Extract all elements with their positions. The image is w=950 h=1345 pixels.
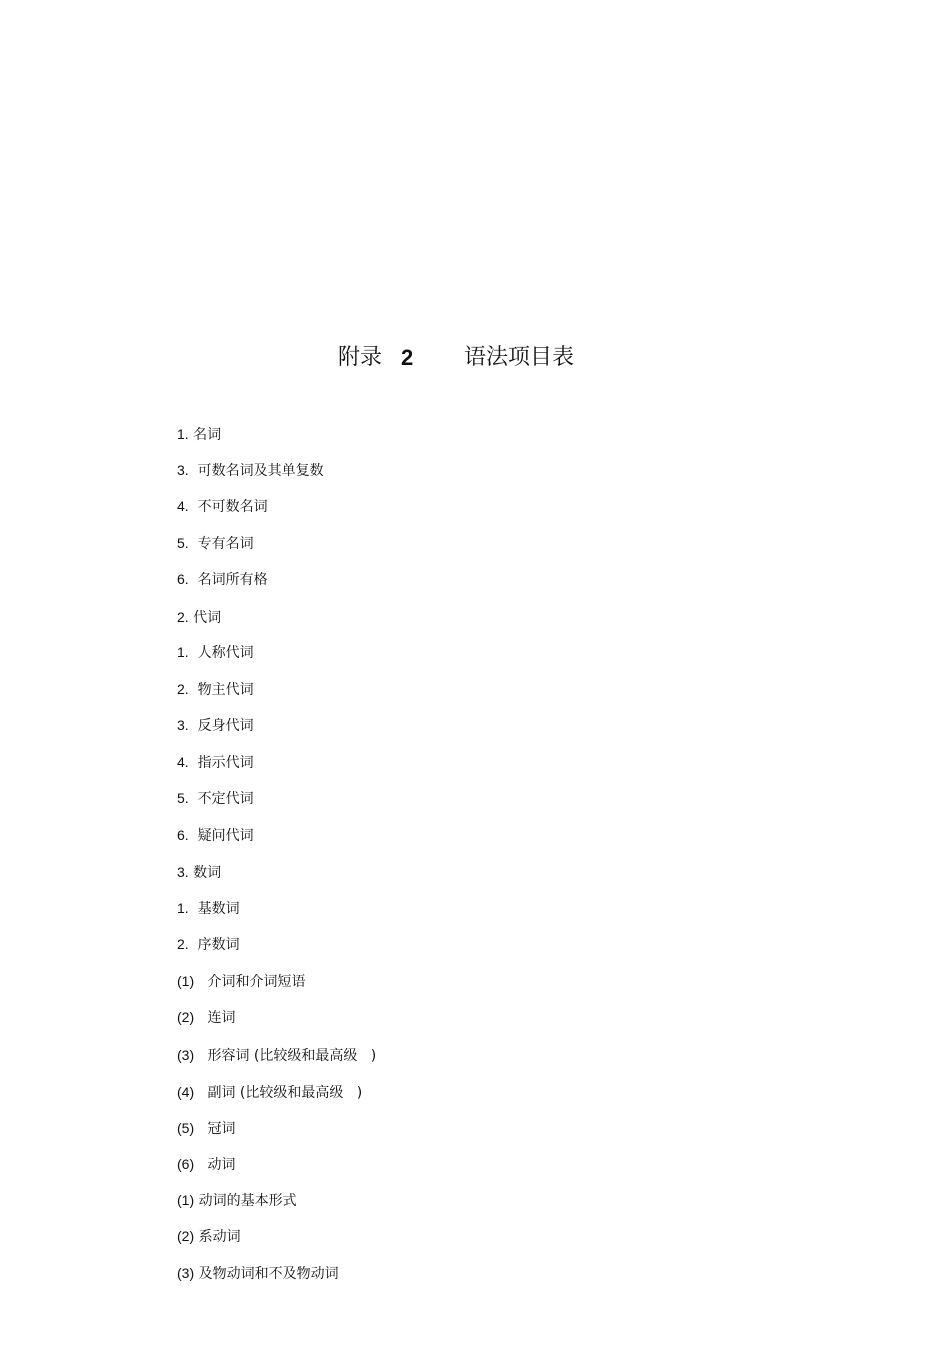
item-text: 动词: [207, 1157, 236, 1173]
list-item: [177, 899, 240, 918]
item-text: 名词: [193, 427, 222, 443]
item-number: (6): [177, 1156, 195, 1172]
item-number: 2.: [177, 681, 189, 697]
item-number: 1.: [177, 900, 189, 916]
item-number: (3): [177, 1265, 195, 1281]
item-number: 2.: [177, 609, 189, 625]
item-text: 不定代词: [197, 791, 254, 807]
title-main: 语法项目表: [464, 345, 575, 370]
list-item: [177, 1264, 339, 1283]
item-text: 及物动词和不及物动词: [198, 1266, 339, 1282]
list-item: [177, 863, 221, 882]
page-title: [0, 342, 950, 374]
item-number: 6.: [177, 571, 189, 587]
item-number: (2): [177, 1228, 195, 1244]
list-item: [177, 972, 305, 991]
item-text: 代词: [193, 610, 222, 626]
item-number: (2): [177, 1009, 195, 1025]
item-number: 3.: [177, 717, 189, 733]
item-text: 人称代词: [197, 645, 254, 661]
list-item: [177, 789, 254, 808]
item-number: (3): [177, 1047, 195, 1063]
item-number: 4.: [177, 498, 189, 514]
list-item: [177, 680, 254, 699]
item-number: (4): [177, 1084, 195, 1100]
list-item: [177, 1191, 297, 1210]
list-item: [177, 1227, 241, 1246]
list-item: [177, 1083, 362, 1102]
item-number: 6.: [177, 827, 189, 843]
list-item: [177, 497, 268, 516]
item-text: 专有名词: [197, 536, 254, 552]
item-text: 物主代词: [197, 682, 254, 698]
item-number: 4.: [177, 754, 189, 770]
item-text: 连词: [207, 1010, 236, 1026]
list-item: [177, 935, 240, 954]
item-text: 疑问代词: [197, 828, 254, 844]
item-number: 1.: [177, 426, 189, 442]
list-item: [177, 716, 254, 735]
item-text: 序数词: [197, 937, 240, 953]
list-item: [177, 1008, 235, 1027]
item-number: (5): [177, 1120, 195, 1136]
item-number: 5.: [177, 535, 189, 551]
item-text: 介词和介词短语: [207, 974, 306, 990]
item-text: 指示代词: [197, 755, 254, 771]
list-item: [177, 1119, 235, 1138]
item-text: 不可数名词: [197, 499, 268, 515]
list-item: [177, 643, 254, 662]
item-text: 名词所有格: [197, 572, 268, 588]
list-item: [177, 425, 221, 444]
item-number: 1.: [177, 644, 189, 660]
list-item: [177, 1155, 235, 1174]
item-text: 可数名词及其单复数: [197, 463, 324, 479]
list-item: [177, 1046, 376, 1065]
item-number: 3.: [177, 462, 189, 478]
item-text: 基数词: [197, 901, 240, 917]
item-text: 形容词 (比较级和最高级 ): [207, 1048, 377, 1064]
item-number: 2.: [177, 936, 189, 952]
item-number: 3.: [177, 864, 189, 880]
list-item: [177, 570, 268, 589]
item-number: (1): [177, 973, 195, 989]
item-text: 数词: [193, 865, 222, 881]
list-item: [177, 753, 254, 772]
list-item: [177, 461, 324, 480]
title-prefix: 附录: [338, 345, 383, 370]
list-item: [177, 826, 254, 845]
list-item: [177, 534, 254, 553]
item-number: (1): [177, 1192, 195, 1208]
item-text: 冠词: [207, 1121, 236, 1137]
list-item: [177, 608, 221, 627]
item-number: 5.: [177, 790, 189, 806]
item-text: 反身代词: [197, 718, 254, 734]
item-text: 系动词: [198, 1229, 241, 1245]
item-text: 副词 (比较级和最高级 ): [207, 1085, 363, 1101]
item-text: 动词的基本形式: [198, 1193, 297, 1209]
title-number: 2: [401, 345, 414, 370]
